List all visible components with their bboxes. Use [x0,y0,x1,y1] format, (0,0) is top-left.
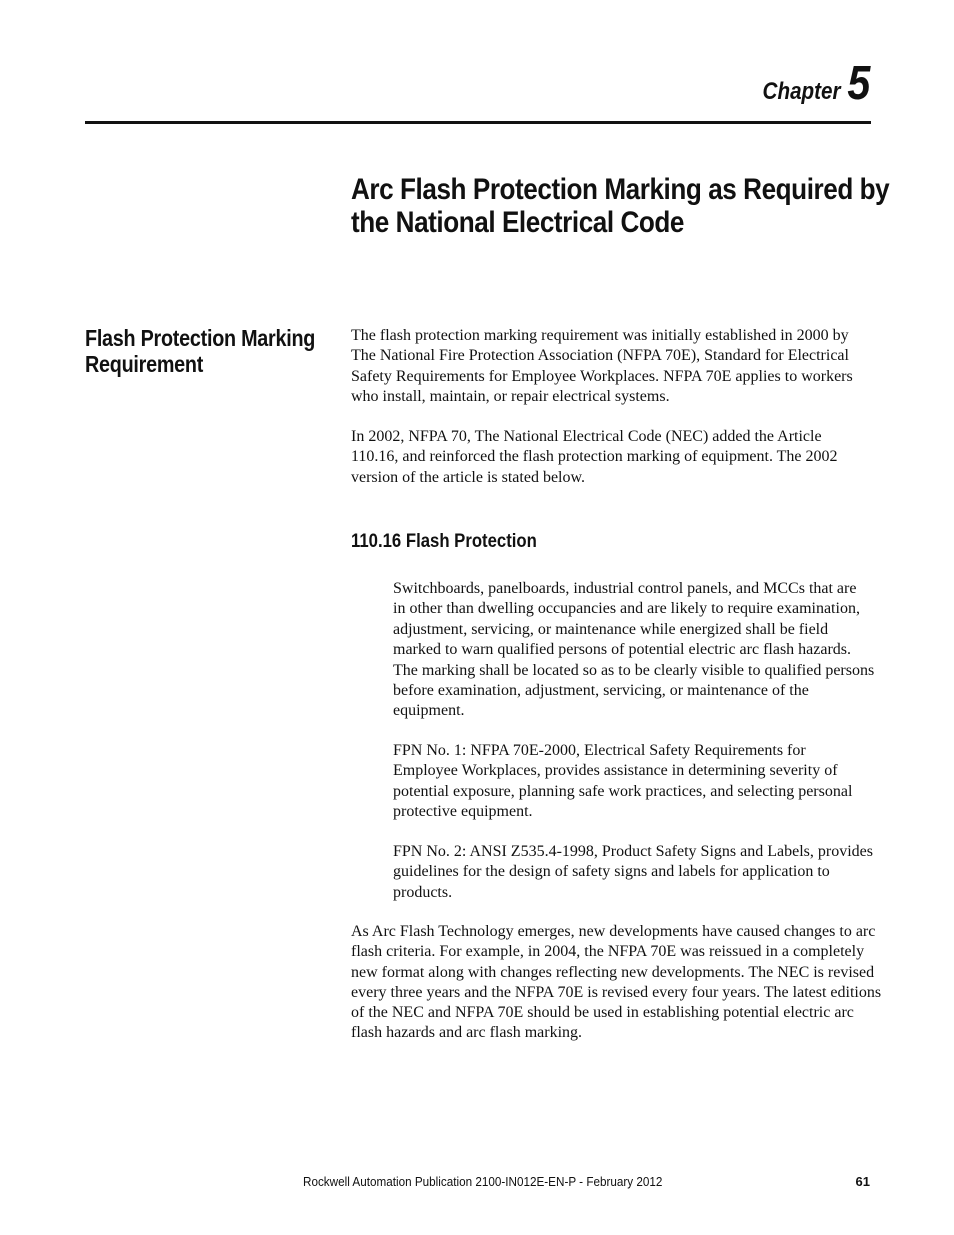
chapter-divider [85,121,871,124]
paragraph-line: version of the article is stated below. [351,468,585,486]
nec-paragraph [351,427,838,488]
paragraph-line: of the NEC and NFPA 70E should be used in establishing potential electric arc [351,1004,854,1022]
quote-line: Switchboards, panelboards, industrial control panels, and MCCs that are [393,580,857,597]
quote-line: protective equipment. [393,803,533,821]
section-heading-line: Requirement [85,351,204,377]
subsection-heading: 110.16 Flash Protection [351,531,537,552]
quote-line: potential exposure, planning safe work practices, and selecting personal [393,782,853,800]
paragraph-line: new format along with changes reflecting new developments. The NEC is revised [351,963,875,981]
paragraph-line: every three years and the NFPA 70E is revised every four years. The latest editions [351,983,882,1001]
quote-line: in other than dwelling occupancies and are likely to require examination, [393,600,860,618]
page-title-line: the National Electrical Code [351,206,685,239]
quote-line: Employee Workplaces, provides assistance in determining severity of [393,762,838,780]
chapter-label: Chapter [762,78,841,105]
quote-line: The marking shall be located so as to be clearly visible to qualified persons [393,661,875,679]
footer-publication: Rockwell Automation Publication 2100-IN012E-EN-P - February 2012 [303,1174,663,1189]
chapter-header [762,57,870,110]
quoted-article-paragraph [393,579,874,722]
quote-line: products. [393,883,453,901]
paragraph-line: flash hazards and arc flash marking. [351,1024,583,1042]
footer-page-number: 61 [855,1174,870,1189]
chapter-number: 5 [847,57,870,110]
paragraph-line: Safety Requirements for Employee Workplaces. NFPA 70E applies to workers [351,367,853,385]
quote-line: equipment. [393,702,465,720]
quote-line: guidelines for the design of safety signs and labels for application to [393,863,830,881]
page-title [351,173,890,239]
quote-line: FPN No. 1: NFPA 70E-2000, Electrical Safety Requirements for [393,742,806,759]
section-heading-line: Flash Protection Marking [85,325,316,351]
paragraph-line: flash criteria. For example, in 2004, the NFPA 70E was reissued in a completely [351,943,865,961]
paragraph-line: who install, maintain, or repair electrical systems. [351,387,670,405]
quote-line: before examination, adjustment, servicing, or maintenance of the [393,682,809,700]
fpn-1-paragraph [393,741,852,823]
paragraph-line: The National Fire Protection Association (NFPA 70E), Standard for Electrical [351,347,849,365]
fpn-2-paragraph [393,842,873,903]
page-title-line: Arc Flash Protection Marking as Required by [351,173,890,206]
quote-line: FPN No. 2: ANSI Z535.4-1998, Product Safety Signs and Labels, provides [393,843,873,860]
paragraph-line: The flash protection marking requirement was initially established in 2000 by [351,327,849,344]
quote-line: marked to warn qualified persons of potential electric arc flash hazards. [393,641,852,659]
paragraph-line: In 2002, NFPA 70, The National Electrical Code (NEC) added the Article [351,428,822,445]
quote-line: adjustment, servicing, or maintenance while energized shall be field [393,620,829,638]
paragraph-line: As Arc Flash Technology emerges, new developments have caused changes to arc [351,923,876,940]
intro-paragraph [351,326,853,407]
closing-paragraph [351,922,881,1044]
paragraph-line: 110.16, and reinforced the flash protection marking of equipment. The 2002 [351,448,838,466]
section-heading [85,325,317,377]
